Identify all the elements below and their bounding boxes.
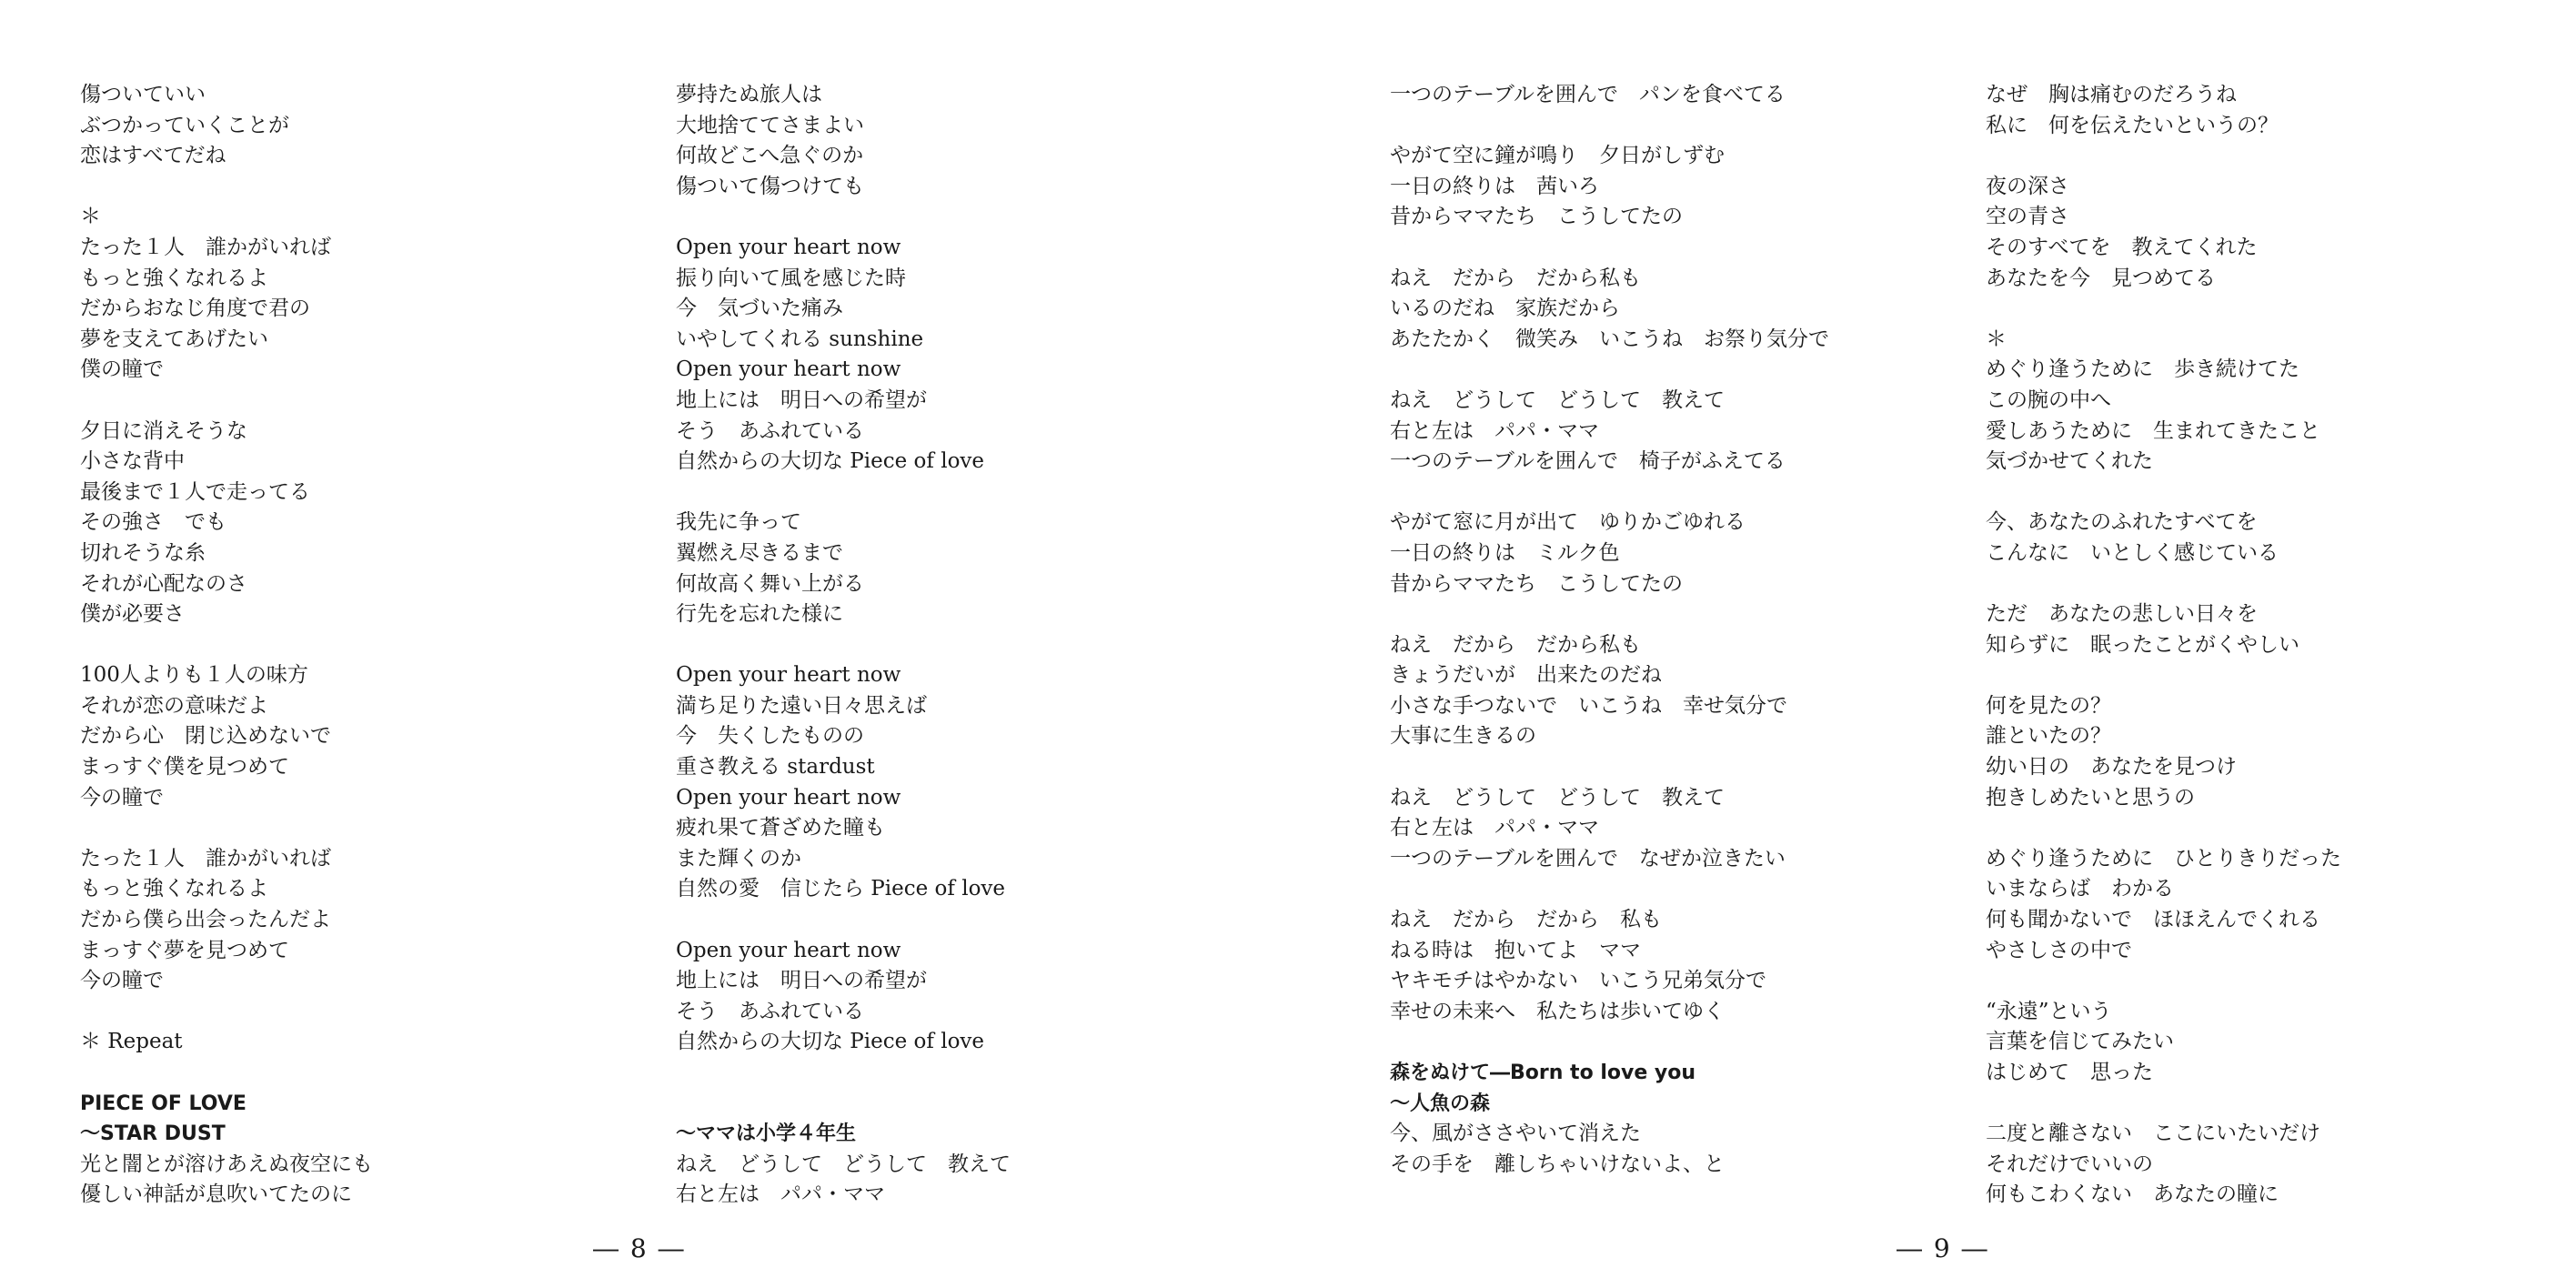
lyric-line [1986,1089,2341,1120]
lyric-line [676,905,1011,936]
lyric-line: だからおなじ角度で君の [80,297,310,321]
page-number-right: ― 9 ― [1897,1233,1989,1263]
lyric-line: 二度と離さない ここにいたいだけ [1986,1122,2320,1146]
lyric-line: もっと強くなれるよ [80,877,268,901]
lyric-line: たった１人 誰かがいれば [80,846,331,870]
lyric-line [80,386,373,417]
lyric-line: やがて空に鐘が鳴り 夕日がしずむ [1390,144,1725,168]
lyric-line: 一日の終りは ミルク色 [1390,540,1620,565]
lyric-line: それが心配なのさ [80,571,247,596]
lyric-line: 今 気づいた痛み [676,297,843,321]
lyric-line [1390,752,1829,783]
lyric-line: ただ あなたの悲しい日々を [1986,602,2258,627]
lyric-line: 今の瞳で [80,785,164,810]
lyric-line: 夢を支えてあげたい [80,327,268,351]
lyric-line: 昔からママたち こうしてたの [1390,205,1683,229]
song-title-line: ～ママは小学４年生 [676,1122,857,1146]
lyric-line [676,478,1011,508]
lyric-line: ねえ どうして どうして 教えて [1390,387,1725,412]
page-number-left: ― 8 ― [593,1233,686,1263]
lyric-line: ＊ Repeat [80,1030,183,1054]
lyric-line: そう あふれている [676,418,864,443]
lyric-line: 傷ついていい [80,83,206,106]
lyric-line [1390,355,1829,386]
lyric-line [676,630,1011,661]
lyric-line: 満ち足りた遠い日々思えば [676,693,927,718]
lyric-line: 私に 何を伝えたいというの？ [1986,113,2279,137]
lyric-line: ねえ だから だから私も [1390,632,1641,657]
lyric-line: その強さ でも [80,510,226,535]
lyric-line: そう あふれている [676,999,864,1023]
lyric-line: なぜ 胸は痛むのだろうね [1986,83,2237,106]
lyric-line: 何故高く舞い上がる [676,571,864,596]
lyric-line: ねえ どうして どうして 教えて [1390,785,1725,810]
lyric-line: 翼燃え尽きるまで [676,540,843,565]
lyric-line: だから心 閉じ込めないで [80,724,331,749]
lyric-line [1986,569,2341,600]
lyric-line: 小さな背中 [80,449,185,474]
song-title-line: ～STAR DUST [80,1122,226,1146]
lyric-line: 行先を忘れた様に [676,602,843,627]
lyrics-column-4 [1986,80,2341,1211]
lyric-line: 100人よりも１人の味方 [80,663,308,688]
lyric-line: 大事に生きるの [1390,724,1536,749]
lyric-line: まっすぐ僕を見つめて [80,755,289,780]
lyric-line: ねえ だから だから 私も [1390,908,1662,932]
lyric-line: 夜の深さ [1986,174,2069,198]
lyric-line: 気づかせてくれた [1986,449,2153,474]
lyric-line: そのすべてを 教えてくれた [1986,235,2258,259]
lyric-line [1986,294,2341,325]
lyric-line: ねえ だから だから私も [1390,266,1641,290]
lyric-line [1390,111,1829,142]
lyric-line: 言葉を信じてみたい [1986,1030,2174,1054]
lyric-line: 昔からママたち こうしてたの [1390,571,1683,596]
lyric-line: いまならば わかる [1986,877,2174,901]
lyric-line [80,813,373,844]
lyric-line: 夕日に消えそうな [80,418,247,443]
lyric-line: だから僕ら出会ったんだよ [80,908,331,932]
lyric-line: 愛しあうために 生まれてきたこと [1986,418,2320,443]
lyric-line: あなたを今 見つめてる [1986,266,2216,290]
lyric-line: 小さな手つないで いこうね 幸せ気分で [1390,693,1787,718]
lyric-line: 自然からの大切な Piece of love [676,1030,985,1054]
song-title-line: ～人魚の森 [1390,1092,1491,1115]
lyric-line: めぐり逢うために ひとりきりだった [1986,846,2341,870]
lyric-line [80,1058,373,1089]
lyrics-column-2 [676,80,1011,1211]
lyric-line [80,172,373,203]
lyric-line: ねえ どうして どうして 教えて [676,1152,1011,1176]
lyric-line: 何を見たの？ [1986,693,2111,718]
lyric-line [80,630,373,661]
song-title-line: 森をぬけて―Born to love you [1390,1062,1696,1084]
lyric-line: 僕が必要さ [80,602,185,627]
lyric-line: 抱きしめたいと思うの [1986,785,2195,810]
lyric-line: 優しい神話が息吹いてたのに [80,1182,352,1207]
lyric-line: ＊ [80,205,101,229]
lyric-line: それだけでいいの [1986,1152,2153,1176]
song-title-line [676,1089,1011,1120]
lyric-line: あたたかく 微笑み いこうね お祭り気分で [1390,327,1829,351]
lyric-line: 切れそうな糸 [80,540,206,565]
lyrics-column-1 [80,80,373,1211]
lyric-line: この腕の中へ [1986,387,2111,412]
lyric-line: はじめて 思った [1986,1061,2153,1084]
lyric-line: ぶつかっていくことが [80,113,289,137]
lyric-line: それが恋の意味だよ [80,693,268,718]
lyric-line: 右と左は パパ・ママ [676,1182,885,1207]
lyric-line: ねる時は 抱いてよ ママ [1390,938,1641,962]
lyric-line [676,1058,1011,1089]
lyric-line: 夢持たぬ旅人は [676,83,822,106]
lyric-line [676,202,1011,233]
lyric-line: やがて窓に月が出て ゆりかごゆれる [1390,510,1746,535]
lyric-line: 最後まで１人で走ってる [80,479,310,504]
lyric-line [80,997,373,1028]
lyric-line: やさしさの中で [1986,938,2132,962]
lyric-line: 僕の瞳で [80,357,164,382]
lyric-line: 今 失くしたものの [676,724,864,749]
lyric-line: 傷ついて傷つけても [676,174,864,198]
lyric-line: 重さ教える stardust [676,755,875,780]
lyric-line: 右と左は パパ・ママ [1390,418,1599,443]
song-title-line: PIECE OF LOVE [80,1092,247,1115]
lyric-line: もっと強くなれるよ [80,266,268,290]
lyric-line: 誰といたの？ [1986,724,2111,749]
lyric-line: めぐり逢うために 歩き続けてた [1986,357,2299,382]
lyric-line: ヤキモチはやかない いこう兄弟気分で [1390,969,1766,993]
lyric-line [1986,813,2341,844]
lyric-line: たった１人 誰かがいれば [80,235,331,259]
lyric-line: 今、あなたのふれたすべてを [1986,510,2258,535]
lyric-line: 何故どこへ急ぐのか [676,144,864,168]
lyric-line: 光と闇とが溶けあえぬ夜空にも [80,1152,373,1176]
lyric-line: 地上には 明日への希望が [676,387,927,412]
lyric-line: 自然からの大切な Piece of love [676,449,985,474]
lyric-line [1390,478,1829,508]
lyric-line: こんなに いとしく感じている [1986,540,2279,565]
lyric-line: 今、風がささやいて消えた [1390,1122,1641,1146]
lyric-line [1390,233,1829,264]
lyric-line: いるのだね 家族だから [1390,297,1620,321]
lyric-line: 恋はすべてだね [80,144,226,168]
lyric-line: きょうだいが 出来たのだね [1390,663,1662,688]
lyric-line [1390,874,1829,905]
lyric-line [1986,141,2341,172]
lyric-line: Open your heart now [676,938,901,962]
lyric-line: 振り向いて風を感じた時 [676,266,906,290]
lyric-line: また輝くのか [676,846,801,870]
lyric-line: いやしてくれる sunshine [676,327,924,351]
lyric-line: 地上には 明日への希望が [676,969,927,993]
lyric-line: 一つのテーブルを囲んで なぜか泣きたい [1390,846,1786,870]
lyrics-column-3 [1390,80,1829,1180]
lyric-line: Open your heart now [676,357,901,382]
lyric-line: 一つのテーブルを囲んで パンを食べてる [1390,83,1786,106]
lyric-line: 今の瞳で [80,969,164,993]
lyric-line: Open your heart now [676,235,901,259]
lyric-line [1986,966,2341,997]
lyric-line: 空の青さ [1986,205,2069,229]
lyric-line: 幸せの未来へ 私たちは歩いてゆく [1390,999,1725,1023]
lyric-line: Open your heart now [676,785,901,810]
lyric-line [1986,660,2341,691]
lyric-line: 大地捨ててさまよい [676,113,864,137]
lyric-line: まっすぐ夢を見つめて [80,938,289,962]
lyric-line: 疲れ果て蒼ざめた瞳も [676,816,885,840]
lyric-line [1986,478,2341,508]
lyric-line: 一日の終りは 茜いろ [1390,174,1599,198]
lyric-line: 自然の愛 信じたら Piece of love [676,877,1006,901]
lyric-line: 何も聞かないで ほほえんでくれる [1986,908,2320,932]
lyric-line: 右と左は パパ・ママ [1390,816,1599,840]
lyric-line: その手を 離しちゃいけないよ、と [1390,1152,1725,1176]
lyric-line [1390,1027,1829,1058]
lyric-line: 幼い日の あなたを見つけ [1986,755,2237,780]
lyric-line: 一つのテーブルを囲んで 椅子がふえてる [1390,449,1786,474]
lyric-line: ＊ [1986,327,2007,351]
lyric-line: 知らずに 眠ったことがくやしい [1986,632,2299,657]
lyric-line: “永遠”という [1986,999,2112,1023]
lyric-line: Open your heart now [676,663,901,688]
lyric-line [1390,599,1829,630]
lyric-line: 何もこわくない あなたの瞳に [1986,1182,2279,1207]
lyric-line: 我先に争って [676,510,801,535]
